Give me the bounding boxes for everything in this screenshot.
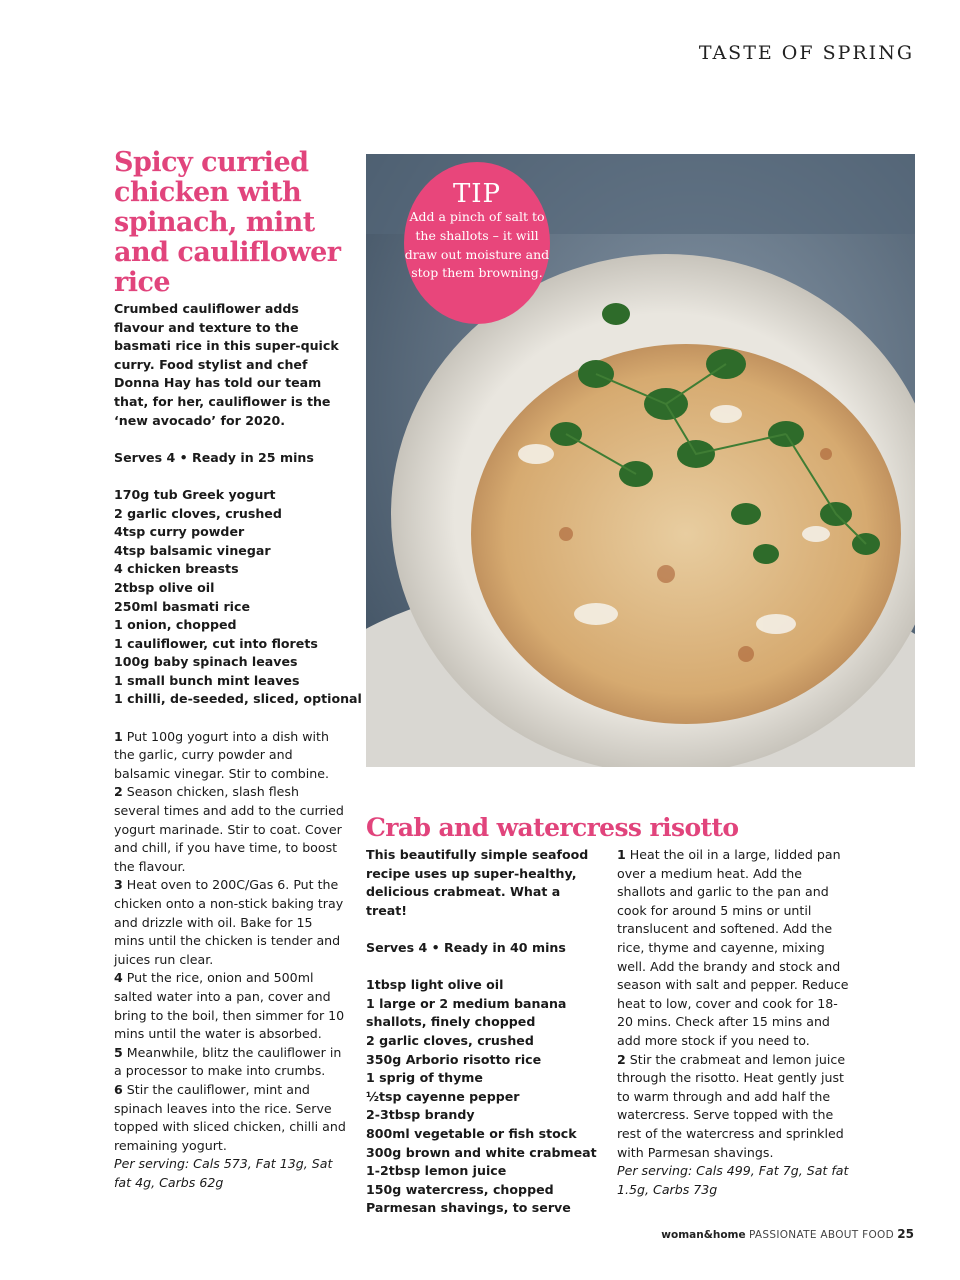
ingredient: 1 small bunch mint leaves bbox=[114, 672, 300, 688]
step-number: 1 bbox=[114, 728, 123, 744]
method-step bbox=[114, 1044, 346, 1081]
recipe-2-intro: This beautifully simple seafood recipe uses up super-healthy, delicious crabmeat. What a treat! bbox=[366, 847, 589, 918]
ingredient: 2-3tbsp brandy bbox=[366, 1107, 475, 1123]
recipe-2-title: Crab and watercress risotto bbox=[366, 813, 739, 842]
tip-badge bbox=[404, 162, 550, 324]
ingredient: 1 sprig of thyme bbox=[366, 1070, 483, 1086]
section-label: TASTE OF SPRING bbox=[698, 42, 914, 64]
method-step bbox=[114, 969, 346, 1043]
step-text: Season chicken, slash flesh several times and add to the curried yogurt marinade. Stir to coat. Cover and chill, if you have time, to boost the flavour. bbox=[114, 784, 344, 874]
recipe-2-ingredients-column bbox=[366, 846, 598, 1218]
step-text: Stir the cauliflower, mint and spinach leaves into the rice. Serve topped with sliced chicken, chilli and remaining yogurt. bbox=[114, 1081, 346, 1153]
ingredient: 150g watercress, chopped bbox=[366, 1181, 554, 1197]
tip-title: TIP bbox=[452, 179, 502, 209]
ingredient: 800ml vegetable or fish stock bbox=[366, 1125, 577, 1141]
recipe-2-serves: Serves 4 • Ready in 40 mins bbox=[366, 939, 566, 955]
step-number: 2 bbox=[617, 1051, 626, 1067]
recipe-1-title: Spicy curried chicken with spinach, mint and cauliflower rice bbox=[114, 147, 341, 298]
step-text: Put the rice, onion and 500ml salted water into a pan, cover and bring to the boil, then simmer for 10 mins until the water is absorbed. bbox=[114, 970, 345, 1042]
ingredient: 4tsp curry powder bbox=[114, 524, 245, 540]
ingredient: 1 cauliflower, cut into florets bbox=[114, 635, 318, 651]
ingredient: 300g brown and white crabmeat bbox=[366, 1144, 597, 1160]
method-step bbox=[617, 846, 849, 1051]
step-text: Stir the crabmeat and lemon juice through the risotto. Heat gently just to warm through and add half the watercress. Serve topped with the rest of the watercress and sprinkled with Parmesan shavings. bbox=[617, 1051, 846, 1160]
step-number: 4 bbox=[114, 970, 123, 986]
recipe-1-intro: Crumbed cauliflower adds flavour and texture to the basmati rice in this super-quick curry. Food stylist and chef Donna Hay has told our team that, for her, cauliflower is the ‘new avocado’ for 2020. bbox=[114, 301, 339, 428]
ingredient: 2 garlic cloves, crushed bbox=[366, 1032, 534, 1048]
page-number: 25 bbox=[897, 1227, 914, 1241]
magazine-brand: woman&home bbox=[661, 1229, 746, 1241]
ingredient: 1-2tbsp lemon juice bbox=[366, 1163, 507, 1179]
step-text: Heat oven to 200C/Gas 6. Put the chicken onto a non-stick baking tray and drizzle with oil. Bake for 15 mins until the chicken is tender and juices run clear. bbox=[114, 877, 344, 967]
step-text: Heat the oil in a large, lidded pan over a medium heat. Add the shallots and garlic to the pan and cook for around 5 mins or until translucent and softened. Add the rice, thyme and cayenne, mixing well. Add the brandy and stock and season with salt and pepper. Reduce heat to low, cover and cook for 18-20 mins. Check after 15 mins and add more stock if you need to. bbox=[617, 847, 849, 1048]
method-step bbox=[114, 1081, 346, 1155]
page-footer bbox=[661, 1227, 914, 1241]
ingredient: 2 garlic cloves, crushed bbox=[114, 505, 282, 521]
step-number: 5 bbox=[114, 1044, 123, 1060]
step-text: Meanwhile, blitz the cauliflower in a processor to make into crumbs. bbox=[114, 1044, 342, 1079]
step-number: 6 bbox=[114, 1081, 123, 1097]
step-number: 3 bbox=[114, 877, 123, 893]
method-step bbox=[114, 728, 346, 784]
ingredient: 250ml basmati rice bbox=[114, 598, 250, 614]
recipe-1-ingredients bbox=[114, 486, 362, 709]
ingredient: 100g baby spinach leaves bbox=[114, 654, 298, 670]
ingredient: ½tsp cayenne pepper bbox=[366, 1088, 520, 1104]
recipe-1-serves: Serves 4 • Ready in 25 mins bbox=[114, 449, 314, 465]
method-step bbox=[114, 783, 346, 876]
per-serving: Per serving: Cals 499, Fat 7g, Sat fat 1.5g, Carbs 73g bbox=[617, 1163, 849, 1197]
footer-tagline: PASSIONATE ABOUT FOOD bbox=[748, 1229, 894, 1241]
ingredient: 4tsp balsamic vinegar bbox=[114, 542, 271, 558]
ingredient: 1 onion, chopped bbox=[114, 617, 237, 633]
ingredient: 1 large or 2 medium banana shallots, finely chopped bbox=[366, 995, 567, 1030]
ingredient: 4 chicken breasts bbox=[114, 561, 239, 577]
recipe-2-ingredients bbox=[366, 976, 598, 1218]
method-step bbox=[114, 876, 346, 969]
ingredient: 2tbsp olive oil bbox=[114, 579, 215, 595]
recipe-1-method bbox=[114, 728, 346, 1193]
step-number: 2 bbox=[114, 784, 123, 800]
step-text: Put 100g yogurt into a dish with the garlic, curry powder and balsamic vinegar. Stir to combine. bbox=[114, 728, 329, 781]
tip-text: Add a pinch of salt to the shallots – it will draw out moisture and stop them browning. bbox=[404, 209, 550, 281]
ingredient: 1tbsp light olive oil bbox=[366, 977, 504, 993]
ingredient: 350g Arborio risotto rice bbox=[366, 1051, 542, 1067]
per-serving: Per serving: Cals 573, Fat 13g, Sat fat 4g, Carbs 62g bbox=[114, 1156, 333, 1190]
method-step bbox=[617, 1051, 849, 1163]
step-number: 1 bbox=[617, 847, 626, 862]
ingredient: Parmesan shavings, to serve bbox=[366, 1200, 571, 1216]
recipe-1 bbox=[114, 147, 362, 1193]
recipe-2-method bbox=[617, 846, 849, 1199]
ingredient: 170g tub Greek yogurt bbox=[114, 486, 276, 502]
ingredient: 1 chilli, de-seeded, sliced, optional bbox=[114, 691, 362, 707]
